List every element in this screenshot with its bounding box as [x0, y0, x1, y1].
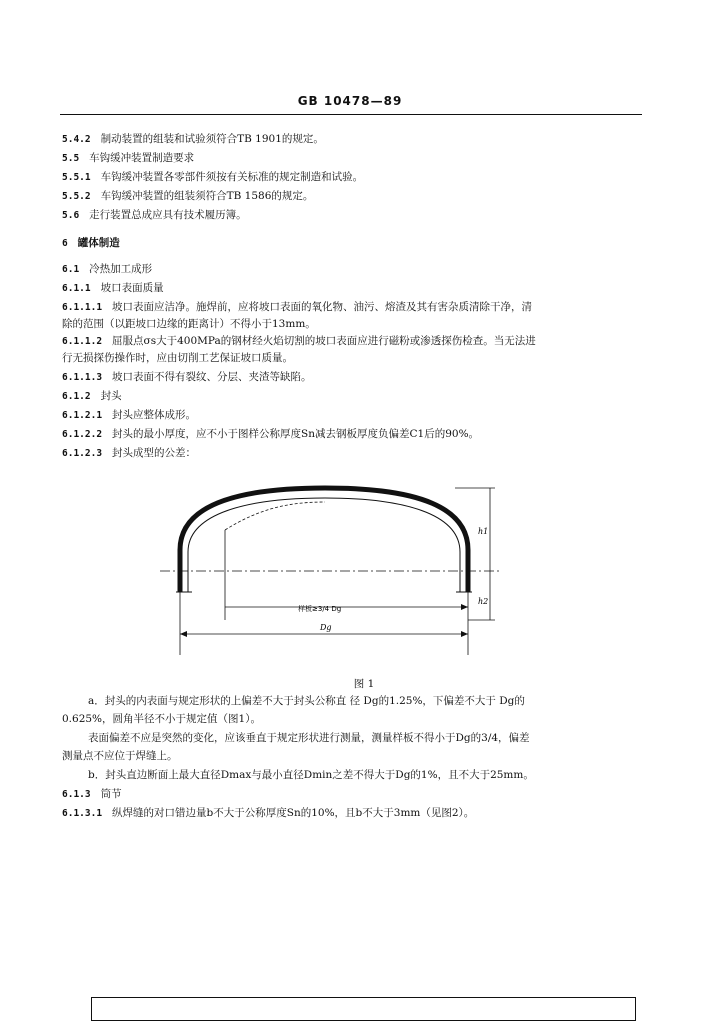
clause-line — [62, 806, 642, 821]
clause-text: 屈服点σs大于400MPa的钢材经火焰切割的坡口表面应进行磁粉或渗透探伤检查。当无法进 — [112, 335, 536, 347]
paragraph-text: a．封头的内表面与规定形状的上偏差不大于封头公称直 径 Dg的1.25%，下偏差不大于 Dg的 — [88, 695, 525, 707]
clause-text: 冷热加工成形 — [89, 263, 153, 275]
clause-line — [62, 300, 642, 315]
clause-text: 封头应整体成形。 — [112, 409, 197, 421]
clause-number: 6.1.1 — [62, 283, 91, 294]
paragraph-text: 测量点不应位于焊缝上。 — [62, 750, 178, 762]
diameter-arrow-right — [461, 631, 468, 637]
clause-number: 6.1.2.3 — [62, 448, 103, 459]
paragraph-line — [88, 768, 642, 783]
clause-line — [62, 408, 642, 423]
clause-number: 5.5 — [62, 153, 80, 164]
header-rule — [60, 114, 642, 115]
paragraph-text: 表面偏差不应是突然的变化，应该垂直于规定形状进行测量，测量样板不得小于Dg的3/4，偏差 — [88, 732, 530, 744]
diameter-label: Dg — [320, 623, 332, 632]
clause-text: 车钩缓冲装置制造要求 — [89, 152, 195, 164]
section-heading — [62, 236, 642, 251]
clause-continuation — [62, 317, 642, 332]
clause-text: 封头的最小厚度，应不小于图样公称厚度Sn减去钢板厚度负偏差C1后的90%。 — [112, 428, 480, 440]
clause-text: 走行装置总成应具有技术履历簿。 — [89, 209, 247, 221]
paragraph-line — [62, 749, 642, 764]
diameter-arrow-left — [180, 631, 187, 637]
clause-line — [62, 262, 642, 277]
clause-line — [62, 208, 642, 223]
clause-line — [62, 151, 642, 166]
h1-label: h1 — [478, 527, 489, 536]
head-tolerance-diagram — [150, 470, 510, 660]
clause-number: 6.1.1.2 — [62, 336, 103, 347]
clause-text: 行无损探伤操作时，应由切削工艺保证坡口质量。 — [62, 352, 293, 364]
clause-text: 封头成型的公差： — [112, 447, 197, 459]
paragraph-line — [88, 731, 642, 746]
clause-line — [62, 446, 642, 461]
h2-label: h2 — [478, 597, 489, 606]
clause-number: 6.1.3.1 — [62, 808, 103, 819]
clause-text: 坡口表面质量 — [100, 282, 164, 294]
clause-number: 6.1.2.2 — [62, 429, 103, 440]
clause-text: 制动装置的组装和试验须符合TB 1901的规定。 — [100, 133, 324, 145]
clause-number: 5.6 — [62, 210, 80, 221]
clause-text: 车钩缓冲装置各零部件须按有关标准的规定制造和试验。 — [100, 171, 364, 183]
paragraph-line — [88, 694, 642, 709]
paragraph-line — [62, 712, 642, 727]
clause-number: 6.1.1.3 — [62, 372, 103, 383]
figure-caption: 图 1 — [353, 678, 375, 690]
clause-text: 坡口表面不得有裂纹、分层、夹渣等缺陷。 — [112, 371, 312, 383]
clause-number: 6.1.2 — [62, 391, 91, 402]
clause-line — [62, 787, 642, 802]
clause-line — [62, 170, 642, 185]
clause-text: 筒节 — [100, 788, 122, 800]
head-inner-profile — [188, 498, 460, 592]
paragraph-text: b．封头直边断面上最大直径Dmax与最小直径Dmin之差不得大于Dg的1%，且不大于25mm。 — [88, 769, 534, 781]
clause-line — [62, 132, 642, 147]
clause-line — [62, 281, 642, 296]
clause-line — [62, 334, 642, 349]
clause-continuation — [62, 351, 642, 366]
clause-line — [62, 389, 642, 404]
clause-number: 6.1.2.1 — [62, 410, 103, 421]
clause-text: 车钩缓冲装置的组装须符合TB 1586的规定。 — [100, 190, 314, 202]
clause-line — [62, 427, 642, 442]
template-label: 样板≥3/4 Dg — [298, 605, 342, 613]
clause-text: 封头 — [100, 390, 122, 402]
section-title: 罐体制造 — [77, 237, 120, 249]
clause-number: 6.1 — [62, 264, 80, 275]
section-number: 6 — [62, 238, 68, 249]
clause-number: 6.1.1.1 — [62, 302, 103, 313]
clause-text: 除的范围（以距坡口边缘的距离计）不得小于13mm。 — [62, 318, 316, 330]
head-outer-profile — [180, 488, 468, 592]
template-arrow-right — [461, 604, 468, 610]
footer-box — [91, 997, 636, 1021]
clause-number: 5.4.2 — [62, 134, 91, 145]
clause-number: 6.1.3 — [62, 789, 91, 800]
clause-line — [62, 189, 642, 204]
page-header: GB 10478—89 — [297, 94, 403, 108]
clause-text: 纵焊缝的对口错边量b不大于公称厚度Sn的10%，且b不大于3mm（见图2）。 — [112, 807, 475, 819]
clause-number: 5.5.2 — [62, 191, 91, 202]
paragraph-text: 0.625%，圆角半径不小于规定值（图1）。 — [62, 713, 261, 725]
clause-number: 5.5.1 — [62, 172, 91, 183]
clause-line — [62, 370, 642, 385]
clause-text: 坡口表面应洁净。施焊前，应将坡口表面的氧化物、油污、熔渣及其有害杂质清除干净，清 — [112, 301, 533, 313]
